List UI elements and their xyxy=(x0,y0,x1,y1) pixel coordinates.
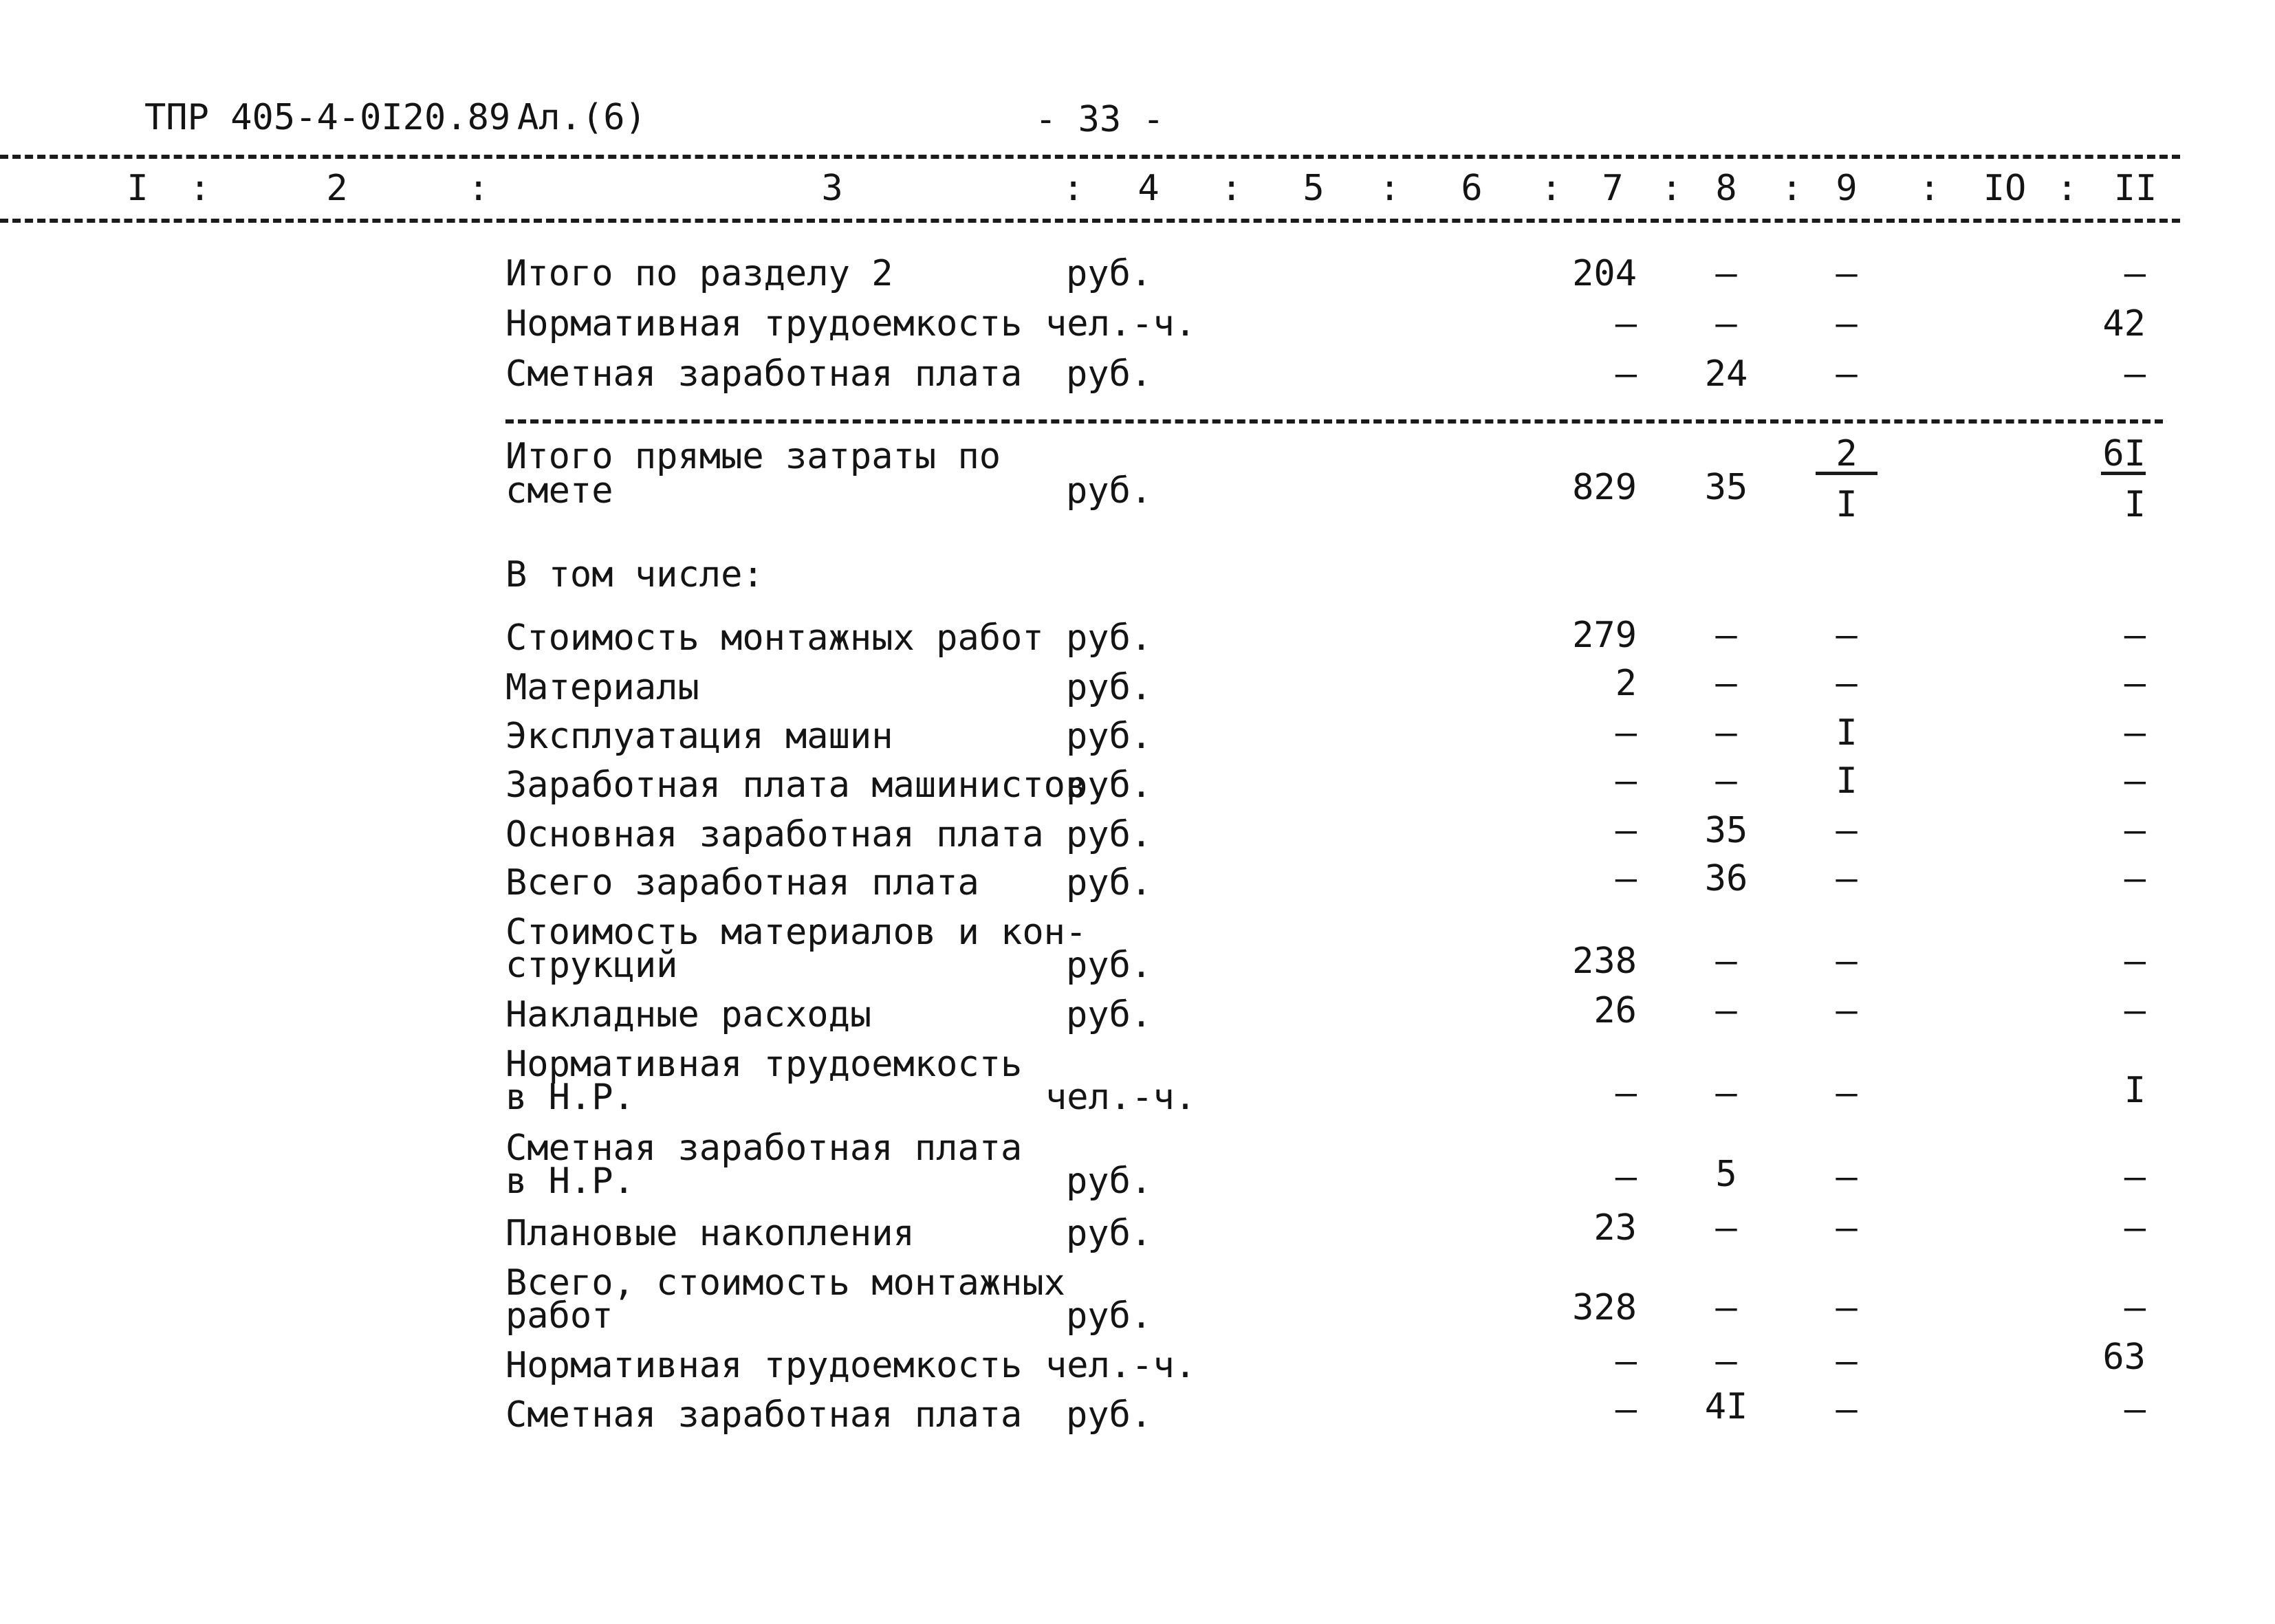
cell-col11: – xyxy=(2124,990,2146,1031)
cell-col8: – xyxy=(1715,941,1737,982)
cell-col11: – xyxy=(2124,353,2146,395)
cell-col9: – xyxy=(1836,941,1858,982)
row-name: Стоимость материалов и кон- xyxy=(505,912,1087,953)
cell-col11: 63 xyxy=(2102,1337,2146,1378)
row-name: Материалы xyxy=(505,667,699,708)
cell-col8: – xyxy=(1715,253,1737,294)
col-5-header: 5 xyxy=(1303,168,1325,209)
cell-col11: – xyxy=(2124,810,2146,851)
cell-col7: 204 xyxy=(1572,253,1637,294)
page-number: - 33 - xyxy=(1035,99,1164,140)
row-name-continuation: в Н.Р. xyxy=(505,1161,635,1202)
cell-col11: 42 xyxy=(2102,303,2146,344)
cell-col7: 2 xyxy=(1615,663,1637,704)
column-separator: : xyxy=(1221,168,1243,209)
cell-col7: 829 xyxy=(1572,467,1637,508)
row-name: Нормативная трудоемкость xyxy=(505,1044,1023,1085)
row-unit: чел.-ч. xyxy=(1045,1077,1197,1118)
row-unit: руб. xyxy=(1066,353,1153,395)
cell-col7: – xyxy=(1615,303,1637,344)
row-name: Плановые накопления xyxy=(505,1213,915,1254)
cell-col7: 328 xyxy=(1572,1287,1637,1328)
cell-col8: – xyxy=(1715,712,1737,754)
row-unit: руб. xyxy=(1066,1213,1153,1254)
row-unit: руб. xyxy=(1066,945,1153,986)
cell-col7: – xyxy=(1615,1341,1637,1382)
album-number: Ал.(6) xyxy=(517,97,646,138)
cell-col11: – xyxy=(2124,1156,2146,1198)
row-name: Нормативная трудоемкость xyxy=(505,303,1023,344)
cell-col9: – xyxy=(1836,1207,1858,1249)
fraction-line xyxy=(2101,472,2146,475)
cell-col8: 35 xyxy=(1704,467,1748,508)
row-name: Всего, стоимость монтажных xyxy=(505,1262,1065,1304)
cell-col9: – xyxy=(1836,810,1858,851)
cell-col11-numerator: 6I xyxy=(2102,433,2146,474)
cell-col7: – xyxy=(1615,353,1637,395)
row-unit: руб. xyxy=(1066,716,1153,757)
row-name: Всего заработная плата xyxy=(505,862,979,903)
row-name-continuation: работ xyxy=(505,1295,613,1337)
row-name: Итого прямые затраты по xyxy=(505,436,1001,477)
cell-col8: 5 xyxy=(1715,1154,1737,1195)
column-separator: : xyxy=(1063,168,1085,209)
col-3-header: 3 xyxy=(821,168,843,209)
column-separator: : xyxy=(2056,168,2078,209)
cell-col9-denominator: I xyxy=(1836,484,1858,525)
cell-col8: 35 xyxy=(1704,810,1748,851)
subsection-heading: В том числе: xyxy=(505,554,764,595)
fraction-line xyxy=(1816,472,1877,475)
cell-col8: 24 xyxy=(1704,353,1748,395)
row-unit: руб. xyxy=(1066,1394,1153,1436)
cell-col7: 23 xyxy=(1593,1207,1637,1249)
cell-col11: – xyxy=(2124,941,2146,982)
section-rule xyxy=(505,419,2163,424)
header-top-rule xyxy=(0,155,2180,159)
cell-col7: – xyxy=(1615,712,1637,754)
row-unit: руб. xyxy=(1066,470,1153,512)
col-2-header: 2 xyxy=(326,168,348,209)
row-unit: руб. xyxy=(1066,862,1153,903)
cell-col9: – xyxy=(1836,1341,1858,1382)
cell-col8: – xyxy=(1715,760,1737,802)
cell-col9: – xyxy=(1836,858,1858,899)
cell-col9: – xyxy=(1836,1287,1858,1328)
row-unit: чел.-ч. xyxy=(1045,303,1197,344)
row-name: Сметная заработная плата xyxy=(505,1128,1023,1169)
row-unit: руб. xyxy=(1066,814,1153,855)
row-unit: руб. xyxy=(1066,765,1153,806)
cell-col9: I xyxy=(1836,712,1858,754)
cell-col9: – xyxy=(1836,1156,1858,1198)
row-name: Заработная плата машинистов xyxy=(505,765,1087,806)
row-unit: руб. xyxy=(1066,617,1153,659)
cell-col7: – xyxy=(1615,810,1637,851)
cell-col7: 26 xyxy=(1593,990,1637,1031)
row-name: Нормативная трудоемкость xyxy=(505,1345,1023,1386)
row-unit: руб. xyxy=(1066,253,1153,294)
cell-col11: – xyxy=(2124,1287,2146,1328)
col-7-header: 7 xyxy=(1602,168,1624,209)
row-name-continuation: смете xyxy=(505,470,613,512)
column-separator: : xyxy=(189,168,211,209)
cell-col11: I xyxy=(2124,1070,2146,1111)
row-name: Стоимость монтажных работ xyxy=(505,617,1044,659)
col-11-header: II xyxy=(2113,168,2157,209)
row-unit: руб. xyxy=(1066,667,1153,708)
cell-col8: 36 xyxy=(1704,858,1748,899)
cell-col11-denominator: I xyxy=(2124,484,2146,525)
col-1-header: I xyxy=(127,168,149,209)
cell-col9: – xyxy=(1836,990,1858,1031)
col-10-header: IO xyxy=(1983,168,2027,209)
row-name: Накладные расходы xyxy=(505,994,872,1035)
cell-col11: – xyxy=(2124,760,2146,802)
cell-col11: – xyxy=(2124,1207,2146,1249)
col-4-header: 4 xyxy=(1138,168,1160,209)
cell-col8: – xyxy=(1715,1287,1737,1328)
header-bottom-rule xyxy=(0,219,2180,223)
cell-col7: – xyxy=(1615,1073,1637,1114)
row-name: Основная заработная плата xyxy=(505,814,1044,855)
cell-col9: – xyxy=(1836,1073,1858,1114)
column-separator: : xyxy=(1919,168,1941,209)
cell-col7: – xyxy=(1615,1389,1637,1430)
cell-col11: – xyxy=(2124,253,2146,294)
cell-col8: – xyxy=(1715,1341,1737,1382)
col-8-header: 8 xyxy=(1715,168,1737,209)
cell-col9: – xyxy=(1836,663,1858,704)
row-unit: руб. xyxy=(1066,1161,1153,1202)
row-name-continuation: в Н.Р. xyxy=(505,1077,635,1118)
column-separator: : xyxy=(1781,168,1803,209)
row-name: Сметная заработная плата xyxy=(505,353,1023,395)
cell-col11: – xyxy=(2124,858,2146,899)
cell-col11: – xyxy=(2124,712,2146,754)
cell-col9: – xyxy=(1836,1389,1858,1430)
row-name: Сметная заработная плата xyxy=(505,1394,1023,1436)
cell-col7: – xyxy=(1615,1156,1637,1198)
row-name-continuation: струкций xyxy=(505,945,678,986)
column-separator: : xyxy=(1541,168,1563,209)
row-unit: руб. xyxy=(1066,994,1153,1035)
cell-col9-numerator: 2 xyxy=(1836,433,1858,474)
cell-col7: 279 xyxy=(1572,615,1637,656)
row-unit: чел.-ч. xyxy=(1045,1345,1197,1386)
cell-col8: – xyxy=(1715,615,1737,656)
cell-col9: – xyxy=(1836,303,1858,344)
cell-col9: – xyxy=(1836,253,1858,294)
cell-col9: – xyxy=(1836,353,1858,395)
col-9-header: 9 xyxy=(1836,168,1858,209)
row-name: Эксплуатация машин xyxy=(505,716,893,757)
column-separator: : xyxy=(468,168,490,209)
cell-col7: 238 xyxy=(1572,941,1637,982)
cell-col8: – xyxy=(1715,1207,1737,1249)
cell-col11: – xyxy=(2124,1389,2146,1430)
row-unit: руб. xyxy=(1066,1295,1153,1337)
column-separator: : xyxy=(1379,168,1401,209)
document-code: ТПР 405-4-0I20.89 xyxy=(144,97,511,138)
cell-col8: – xyxy=(1715,663,1737,704)
cell-col9: I xyxy=(1836,760,1858,802)
cell-col11: – xyxy=(2124,615,2146,656)
row-name: Итого по разделу 2 xyxy=(505,253,893,294)
column-separator: : xyxy=(1661,168,1683,209)
cell-col8: – xyxy=(1715,303,1737,344)
cell-col7: – xyxy=(1615,858,1637,899)
cell-col9: – xyxy=(1836,615,1858,656)
cell-col11: – xyxy=(2124,663,2146,704)
cell-col7: – xyxy=(1615,760,1637,802)
cell-col8: – xyxy=(1715,990,1737,1031)
cell-col8: – xyxy=(1715,1073,1737,1114)
cell-col8: 4I xyxy=(1704,1386,1748,1427)
col-6-header: 6 xyxy=(1461,168,1483,209)
